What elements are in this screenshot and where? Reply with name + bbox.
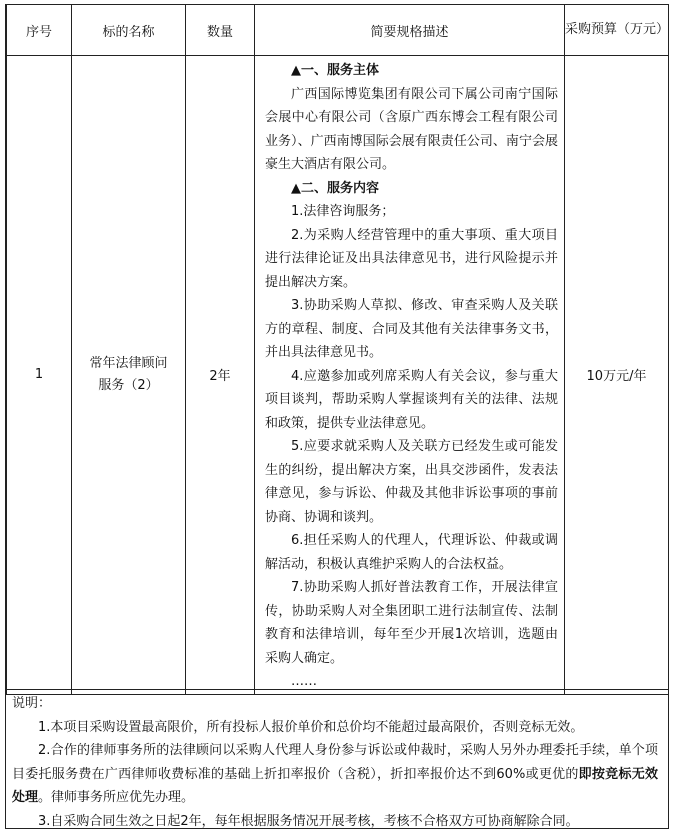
note-item-2-bold: 即按竞标无效处理: [12, 766, 658, 805]
header-name: 标的名称: [72, 5, 186, 56]
service-item: 5.应要求就采购人及关联方已经发生或可能发生的纠纷，提出解决方案，出具交涉函件，发表法律意见，参与诉讼、仲裁及其他非诉讼事项的事前协商、协调和谈判。: [265, 439, 558, 525]
section-text-subject: 广西国际博览集团有限公司下属公司南宁国际会展中心有限公司（含原广西东博会工程有限公司业务）、广西南博国际会展有限责任公司、南宁会展豪生大酒店有限公司。: [265, 86, 558, 172]
table-header-row: [7, 5, 669, 56]
note-item-2-text-a: 2.合作的律师事务所的法律顾问以采购人代理人身份参与诉讼或仲裁时，采购人另外办理委托手续，单个项目委托服务费在广西律师收费标准的基础上折扣率报价（含税），折扣率报价达不到60%或更优的: [12, 743, 658, 782]
service-item: 4.应邀参加或列席采购人有关会议，参与重大项目谈判，帮助采购人掌握谈判有关的法律、法规和政策，提供专业法律意见。: [265, 368, 558, 431]
service-item: 6.担任采购人的代理人，代理诉讼、仲裁或调解活动，积极认真维护采购人的合法权益。: [265, 533, 558, 572]
service-item: 7.协助采购人抓好普法教育工作，开展法律宣传，协助采购人对全集团职工进行法制宣传、法制教育和法律培训，每年至少开展1次培训，选题由采购人确定。: [265, 580, 558, 666]
service-item: 1.法律咨询服务；: [291, 204, 395, 219]
cell-desc: [255, 56, 565, 695]
section-title-subject: ▲一、服务主体: [291, 63, 379, 78]
header-desc: 简要规格描述: [255, 5, 565, 56]
note-item-2: [12, 739, 658, 810]
procurement-sheet: [5, 4, 669, 829]
service-item: 2.为采购人经营管理中的重大事项、重大项目进行法律论证及出具法律意见书，进行风险提示并提出解决方案。: [265, 227, 558, 290]
note-item-1: 1.本项目采购设置最高限价，所有投标人报价单价和总价均不能超过最高限价，否则竞标无效。: [38, 719, 584, 735]
service-item: 3.协助采购人草拟、修改、审查采购人及关联方的章程、制度、合同及其他有关法律事务文书，并出具法律意见书。: [265, 298, 558, 360]
note-item-2-text-b: 。律师事务所应优先办理。: [38, 790, 195, 805]
cell-name: [72, 56, 186, 695]
section-title-content: ▲二、服务内容: [291, 180, 379, 196]
description-text: [255, 56, 564, 694]
notes-section: [6, 689, 668, 833]
header-no: 序号: [7, 5, 72, 56]
procurement-table: [6, 5, 669, 695]
note-item-3: 3.自采购合同生效之日起2年，每年根据服务情况开展考核，考核不合格双方可协商解除合同。: [38, 813, 579, 829]
table-row: [7, 56, 669, 695]
cell-qty: 2年: [186, 56, 255, 695]
cell-budget: 10万元/年: [565, 56, 669, 695]
header-qty: 数量: [186, 5, 255, 56]
header-budget: 采购预算（万元）: [565, 5, 669, 56]
cell-name-text: 常年法律顾问服务（2）: [89, 355, 168, 393]
notes-title: 说明：: [12, 696, 52, 711]
cell-no: 1: [7, 56, 72, 695]
ellipsis: ……: [291, 674, 317, 689]
